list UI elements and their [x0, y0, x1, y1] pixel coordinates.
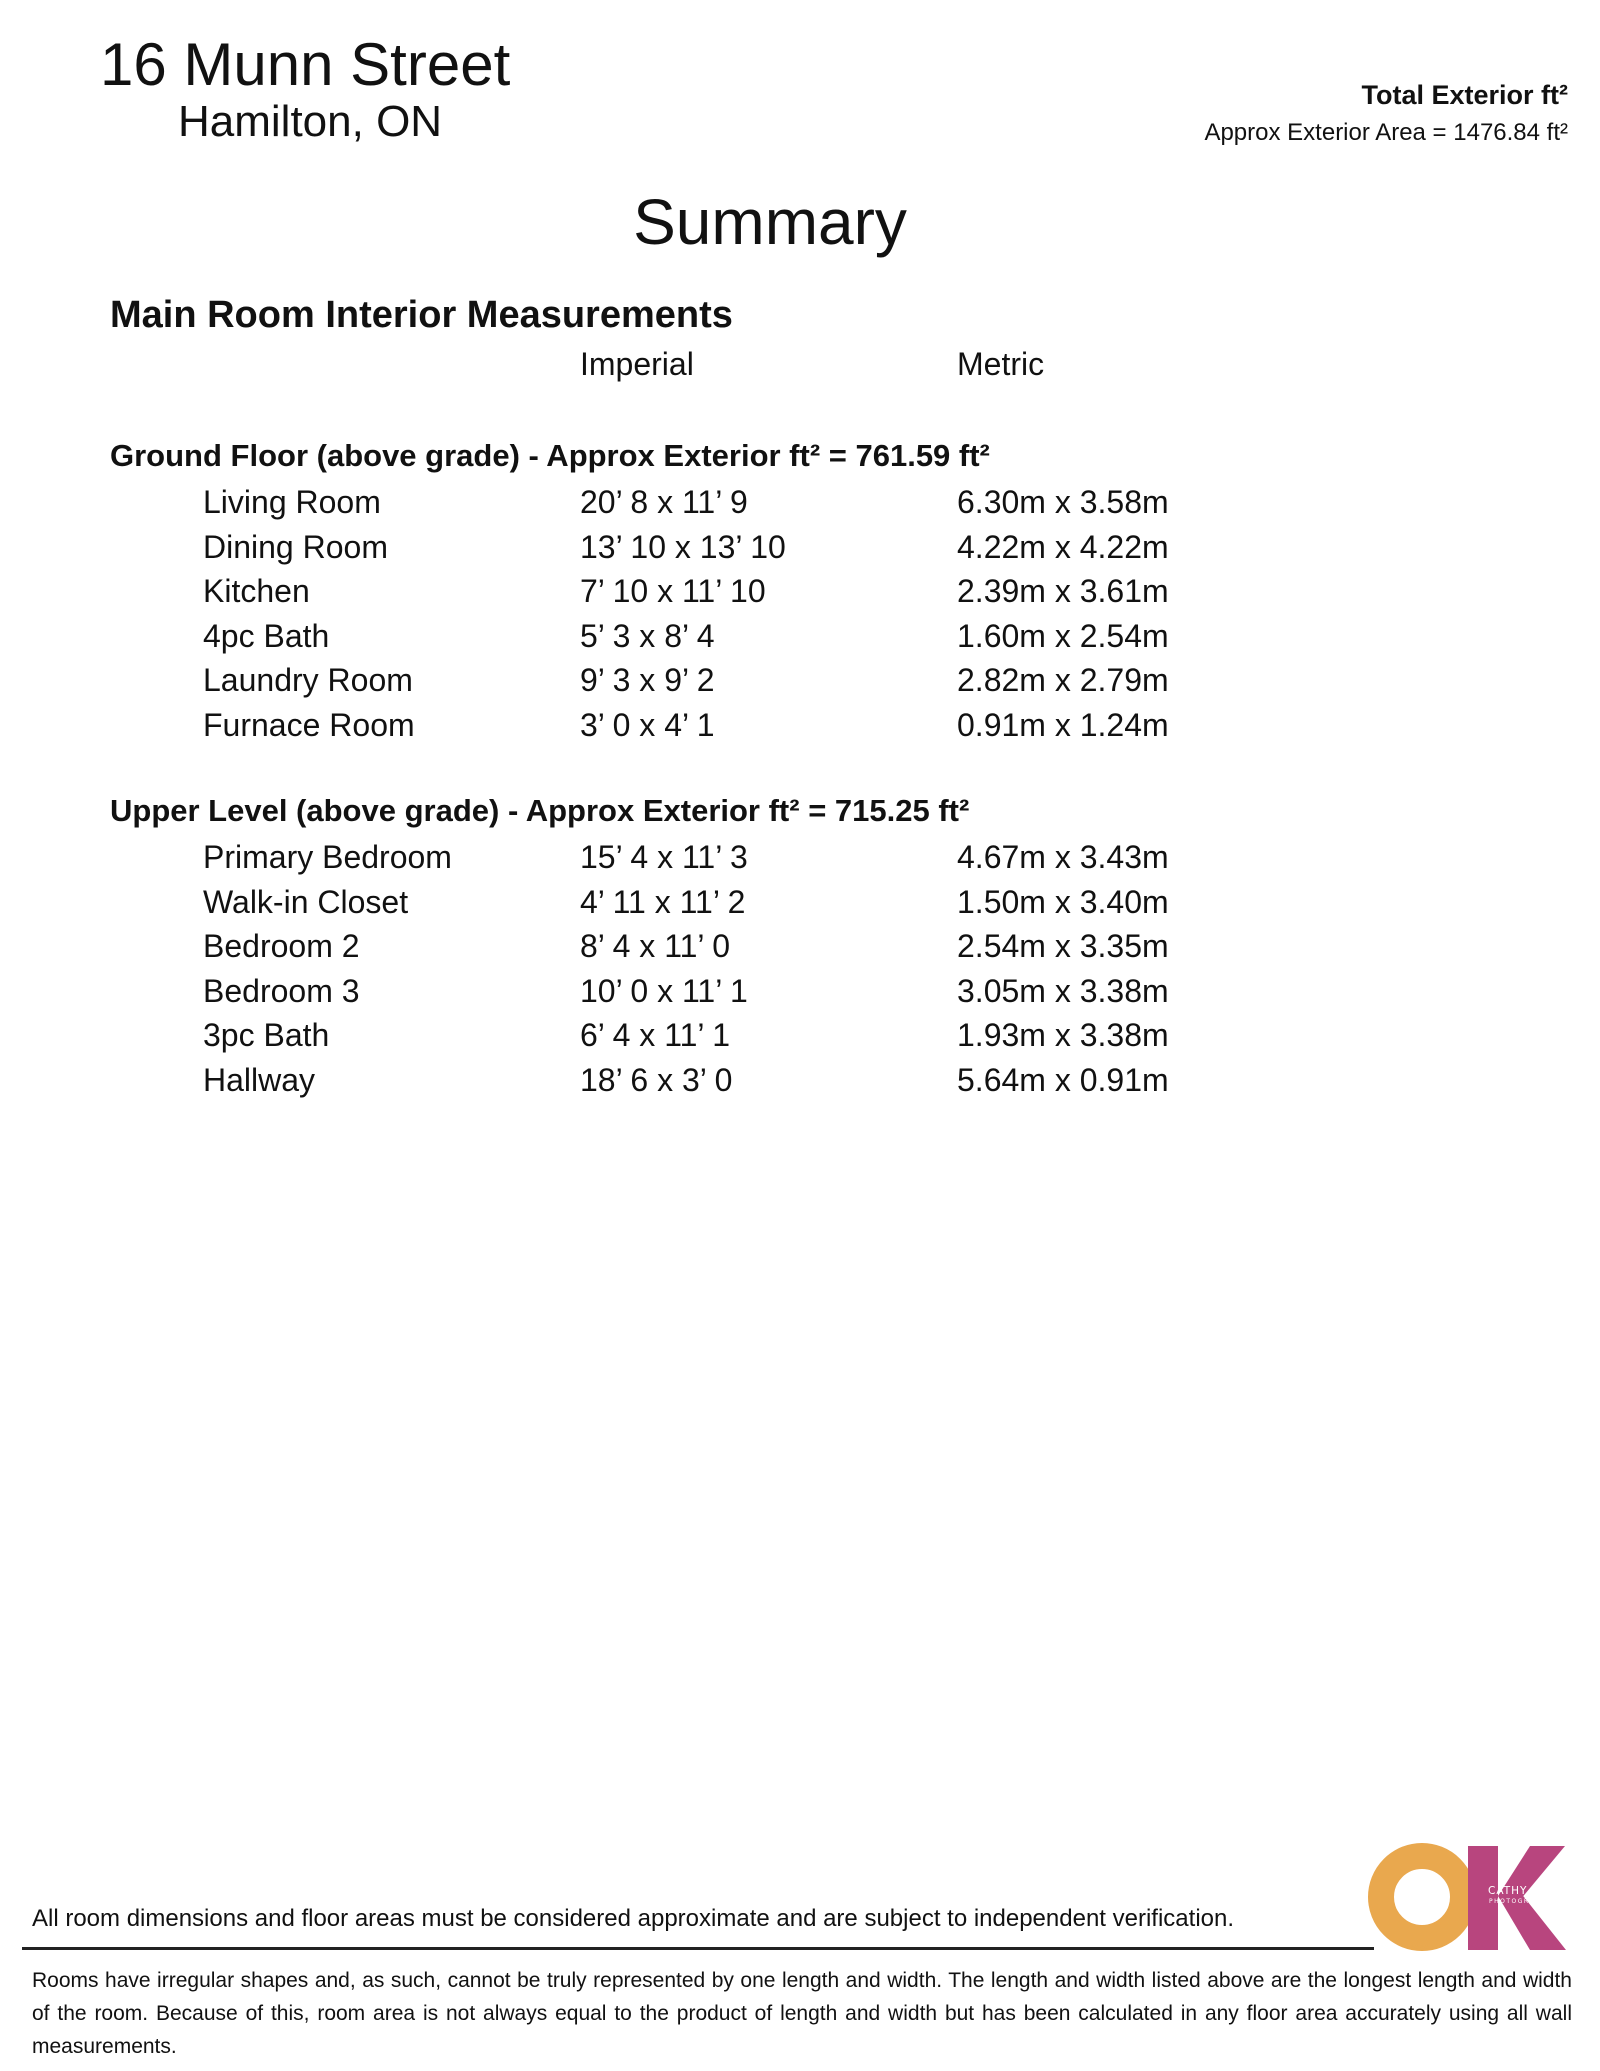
room-imperial-size: 18’ 6 x 3’ 0	[580, 1062, 733, 1098]
room-name: Walk-in Closet	[203, 883, 409, 920]
property-city: Hamilton, ON	[178, 97, 443, 146]
room-row	[0, 658, 1600, 702]
room-imperial-size: 5’ 3 x 8’ 4	[580, 617, 715, 654]
room-metric-size: 3.05m x 3.38m	[957, 972, 1169, 1009]
room-metric-size: 4.22m x 4.22m	[957, 528, 1169, 565]
total-exterior-title: Total Exterior ft²	[1361, 80, 1568, 110]
room-imperial-size: 15’ 4 x 11’ 3	[580, 839, 748, 875]
room-row	[0, 1058, 1600, 1102]
logo-o-shape	[1381, 1856, 1463, 1938]
property-street: 16 Munn Street	[100, 31, 511, 98]
logo-name-text: CATHY KOOP	[1488, 1885, 1565, 1897]
room-name: Dining Room	[203, 528, 388, 565]
room-row	[0, 703, 1600, 747]
room-row	[0, 969, 1600, 1013]
room-name: Bedroom 2	[203, 928, 360, 965]
room-metric-size: 5.64m x 0.91m	[957, 1062, 1169, 1098]
room-row	[0, 525, 1600, 569]
disclaimer-irregular-shapes: Rooms have irregular shapes and, as such, cannot be truly represented by one length and width. The length and width listed above are the longest length and width of the room. Because of this, room area is not always equal to the product of length and width but has been calculated in any floor area accurately using all wall measurements.	[32, 1969, 1572, 2058]
column-header-metric: Metric	[957, 346, 1045, 382]
room-metric-size: 1.93m x 3.38m	[957, 1017, 1169, 1054]
floor-title-upper: Upper Level (above grade) - Approx Exterior ft² = 715.25 ft²	[110, 793, 970, 828]
room-row	[0, 880, 1600, 924]
room-imperial-size: 4’ 11 x 11’ 2	[580, 883, 746, 920]
room-imperial-size: 3’ 0 x 4’ 1	[580, 707, 715, 743]
room-imperial-size: 20’ 8 x 11’ 9	[580, 484, 748, 520]
room-imperial-size: 10’ 0 x 11’ 1	[580, 972, 748, 1009]
room-metric-size: 0.91m x 1.24m	[957, 707, 1169, 743]
room-name: Kitchen	[203, 573, 310, 610]
page-title: Summary	[633, 186, 907, 258]
room-row	[0, 1013, 1600, 1057]
room-name: Laundry Room	[203, 662, 413, 699]
room-metric-size: 6.30m x 3.58m	[957, 484, 1169, 520]
room-metric-size: 2.39m x 3.61m	[957, 573, 1169, 610]
room-metric-size: 1.50m x 3.40m	[957, 883, 1169, 920]
room-imperial-size: 7’ 10 x 11’ 10	[580, 573, 766, 610]
column-header-imperial: Imperial	[580, 346, 694, 382]
disclaimer-approximate: All room dimensions and floor areas must be considered approximate and are subject to independent verification.	[32, 1905, 1235, 1932]
room-metric-size: 2.54m x 3.35m	[957, 928, 1169, 965]
room-imperial-size: 8’ 4 x 11’ 0	[580, 928, 731, 965]
room-name: Hallway	[203, 1062, 316, 1098]
room-row	[0, 835, 1600, 879]
room-row	[0, 924, 1600, 968]
room-metric-size: 4.67m x 3.43m	[957, 839, 1169, 875]
room-name: Living Room	[203, 484, 381, 520]
room-name: 3pc Bath	[203, 1017, 330, 1054]
room-row	[0, 614, 1600, 658]
room-metric-size: 2.82m x 2.79m	[957, 662, 1169, 699]
room-imperial-size: 9’ 3 x 9’ 2	[580, 662, 715, 699]
room-metric-size: 1.60m x 2.54m	[957, 617, 1169, 654]
floor-title-ground: Ground Floor (above grade) - Approx Exterior ft² = 761.59 ft²	[110, 438, 990, 473]
divider-line	[22, 1947, 1374, 1950]
logo-subtitle-text: PHOTOGRAPHY	[1489, 1898, 1552, 1905]
room-name: 4pc Bath	[203, 617, 330, 654]
room-name: Bedroom 3	[203, 972, 360, 1009]
section-title: Main Room Interior Measurements	[110, 294, 733, 336]
room-row	[0, 569, 1600, 613]
room-imperial-size: 13’ 10 x 13’ 10	[580, 528, 786, 565]
room-row	[0, 480, 1600, 524]
total-exterior-area: Approx Exterior Area = 1476.84 ft²	[1204, 119, 1568, 146]
room-name: Furnace Room	[203, 707, 415, 743]
cathy-koop-photography-logo	[1368, 1836, 1568, 1952]
room-name: Primary Bedroom	[203, 839, 452, 875]
room-imperial-size: 6’ 4 x 11’ 1	[580, 1017, 731, 1054]
